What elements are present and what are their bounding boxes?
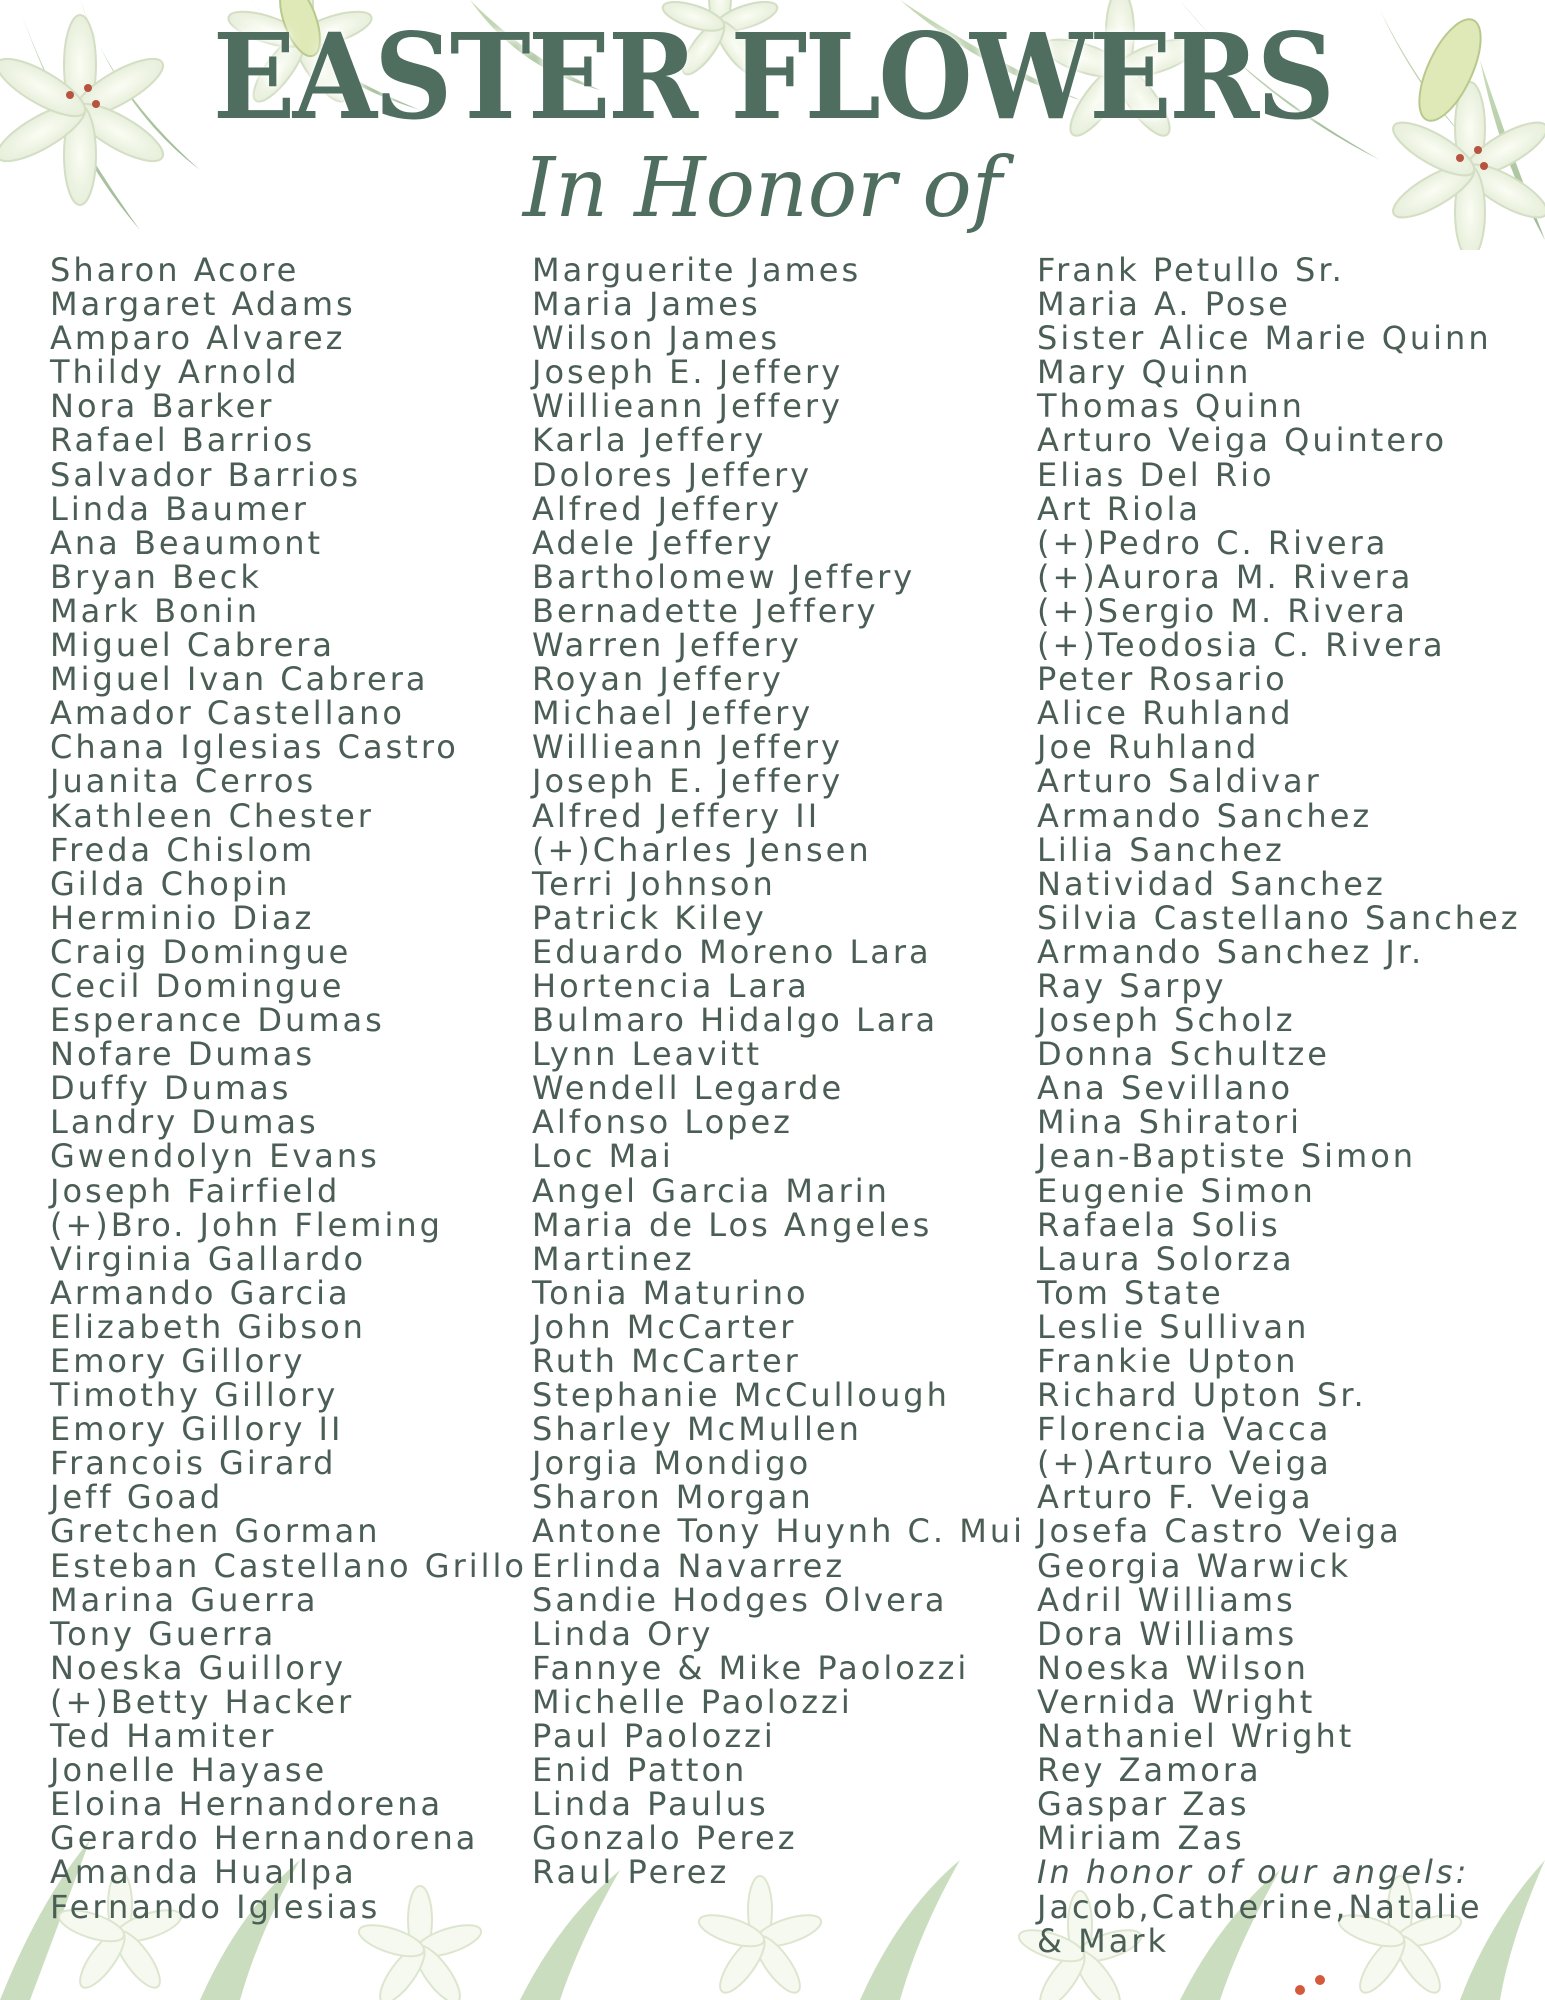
honoree-name: Art Riola xyxy=(1037,489,1201,528)
honoree-name: Frankie Upton xyxy=(1037,1342,1299,1380)
honoree-name: Rey Zamora xyxy=(1037,1751,1262,1790)
honoree-name: Willieann Jeffery xyxy=(532,387,843,426)
honoree-name: Florencia Vacca xyxy=(1037,1410,1332,1449)
honoree-name: Herminio Diaz xyxy=(50,898,315,937)
honoree-name: (+)Aurora M. Rivera xyxy=(1037,557,1414,596)
honoree-name: Hortencia Lara xyxy=(532,966,810,1005)
honoree-name: Jonelle Hayase xyxy=(50,1751,328,1790)
honoree-name: Ted Hamiter xyxy=(50,1717,277,1756)
honoree-name: Maria de Los Angeles xyxy=(532,1205,933,1244)
honoree-name: Juanita Cerros xyxy=(50,762,317,801)
honoree-name: Alfred Jeffery xyxy=(532,489,783,528)
honoree-name: (+)Pedro C. Rivera xyxy=(1037,523,1389,562)
honoree-name: Gretchen Gorman xyxy=(50,1512,381,1551)
honoree-name: Mina Shiratori xyxy=(1037,1103,1302,1142)
honoree-name: Leslie Sullivan xyxy=(1037,1307,1310,1346)
angels-names: Jacob,Catherine,Natalie xyxy=(1037,1887,1483,1926)
honoree-name: Ray Sarpy xyxy=(1037,966,1227,1005)
honoree-name: (+)Charles Jensen xyxy=(532,830,872,869)
honoree-name: Frank Petullo Sr. xyxy=(1037,251,1345,289)
honoree-name: Royan Jeffery xyxy=(532,660,784,699)
honoree-name: Freda Chislom xyxy=(50,830,316,869)
honoree-name: Antone Tony Huynh C. Mui xyxy=(532,1512,1025,1551)
honoree-name: Jorgia Mondigo xyxy=(532,1444,812,1483)
names-columns xyxy=(0,251,1545,1960)
honoree-name: Dora Williams xyxy=(1037,1614,1298,1653)
honoree-name: Bernadette Jeffery xyxy=(532,591,879,630)
honoree-name: Georgia Warwick xyxy=(1037,1546,1352,1585)
honoree-name: Amparo Alvarez xyxy=(50,319,346,358)
honoree-name: Bartholomew Jeffery xyxy=(532,557,916,596)
honoree-name: Sharon Acore xyxy=(50,251,300,289)
honoree-name: Esperance Dumas xyxy=(50,1001,385,1040)
honoree-name: Elizabeth Gibson xyxy=(50,1307,366,1346)
honoree-name: Elias Del Rio xyxy=(1037,455,1275,494)
honoree-name: Thildy Arnold xyxy=(50,353,300,392)
honoree-name: Karla Jeffery xyxy=(532,421,767,460)
honoree-name: Francois Girard xyxy=(50,1444,337,1483)
honoree-name: Laura Solorza xyxy=(1037,1239,1295,1278)
honoree-name: Noeska Guillory xyxy=(50,1648,347,1687)
honoree-name: Amador Castellano xyxy=(50,694,405,733)
honoree-name: Margaret Adams xyxy=(50,285,356,324)
honoree-name: Miriam Zas xyxy=(1037,1819,1245,1858)
honoree-name: Sharon Morgan xyxy=(532,1478,814,1517)
honoree-name: Nora Barker xyxy=(50,387,275,426)
honoree-name: Alice Ruhland xyxy=(1037,694,1294,733)
honoree-name: Rafaela Solis xyxy=(1037,1205,1281,1244)
page-header xyxy=(0,7,1545,236)
honoree-name: Joseph E. Jeffery xyxy=(532,762,844,801)
honoree-name: Wilson James xyxy=(532,319,780,358)
honoree-name: Silvia Castellano Sanchez xyxy=(1037,898,1521,937)
honoree-name: Landry Dumas xyxy=(50,1103,319,1142)
honoree-name: Lynn Leavitt xyxy=(532,1035,763,1074)
honoree-name: Sandie Hodges Olvera xyxy=(532,1580,948,1619)
honoree-name: Donna Schultze xyxy=(1037,1035,1330,1074)
honoree-name: Timothy Gillory xyxy=(50,1376,339,1415)
honoree-name: Eugenie Simon xyxy=(1037,1171,1316,1210)
honoree-name: Wendell Legarde xyxy=(532,1069,845,1108)
honoree-name: Michelle Paolozzi xyxy=(532,1682,853,1721)
names-column-2 xyxy=(532,253,1025,1890)
honoree-name: Joseph Scholz xyxy=(1037,1001,1296,1040)
honoree-name: Rafael Barrios xyxy=(50,421,316,460)
honoree-name: Maria James xyxy=(532,285,761,324)
honoree-name: Arturo Veiga Quintero xyxy=(1037,421,1448,460)
honoree-name: Eduardo Moreno Lara xyxy=(532,932,932,971)
honoree-name: Joe Ruhland xyxy=(1037,728,1260,767)
honoree-name: Armando Sanchez xyxy=(1037,796,1373,835)
honoree-name: (+)Teodosia C. Rivera xyxy=(1037,626,1446,665)
honoree-name: Marina Guerra xyxy=(50,1580,319,1619)
honoree-name: Emory Gillory xyxy=(50,1342,306,1380)
honoree-name: Natividad Sanchez xyxy=(1037,864,1386,903)
honoree-name: Fernando Iglesias xyxy=(50,1887,381,1926)
honoree-name: Tony Guerra xyxy=(50,1614,277,1653)
honoree-name: Erlinda Navarrez xyxy=(532,1546,846,1585)
honoree-name: Stephanie McCullough xyxy=(532,1376,950,1415)
honoree-name: (+)Sergio M. Rivera xyxy=(1037,591,1408,630)
honoree-name: Kathleen Chester xyxy=(50,796,374,835)
honoree-name: Chana Iglesias Castro xyxy=(50,728,459,767)
honoree-name: Salvador Barrios xyxy=(50,455,362,494)
honoree-name: (+)Arturo Veiga xyxy=(1037,1444,1332,1483)
honoree-name: Adril Williams xyxy=(1037,1580,1296,1619)
honoree-name: Jean-Baptiste Simon xyxy=(1037,1137,1417,1176)
honoree-name: (+)Betty Hacker xyxy=(50,1682,355,1721)
honoree-name: Arturo Saldivar xyxy=(1037,762,1322,801)
honoree-name: Ana Sevillano xyxy=(1037,1069,1294,1108)
honoree-name: John McCarter xyxy=(532,1307,797,1346)
honoree-name: Tonia Maturino xyxy=(532,1273,809,1312)
honoree-name: Paul Paolozzi xyxy=(532,1717,776,1756)
honoree-name: Peter Rosario xyxy=(1037,660,1288,699)
honoree-name: Joseph E. Jeffery xyxy=(532,353,844,392)
honoree-name: Martinez xyxy=(532,1239,695,1278)
honoree-name: Noeska Wilson xyxy=(1037,1648,1309,1687)
honoree-name: Arturo F. Veiga xyxy=(1037,1478,1314,1517)
honoree-name: Sister Alice Marie Quinn xyxy=(1037,319,1492,358)
honoree-name: Gilda Chopin xyxy=(50,864,291,903)
honoree-name: Alfonso Lopez xyxy=(532,1103,793,1142)
names-column-1 xyxy=(50,253,527,1924)
honoree-name: Sharley McMullen xyxy=(532,1410,862,1449)
angels-names: & Mark xyxy=(1037,1921,1170,1960)
honoree-name: Maria A. Pose xyxy=(1037,285,1291,324)
honoree-name: Patrick Kiley xyxy=(532,898,767,937)
page-subtitle: In Honor of xyxy=(522,141,1003,236)
honoree-name: Loc Mai xyxy=(532,1137,674,1176)
honoree-name: Lilia Sanchez xyxy=(1037,830,1285,869)
honoree-name: Esteban Castellano Grillo xyxy=(50,1546,527,1585)
honoree-name: Fannye & Mike Paolozzi xyxy=(532,1648,970,1687)
honoree-name: Marguerite James xyxy=(532,251,862,289)
honoree-name: Terri Johnson xyxy=(532,864,776,903)
honoree-name: Virginia Gallardo xyxy=(50,1239,367,1278)
honoree-name: Linda Ory xyxy=(532,1614,714,1653)
honoree-name: Emory Gillory II xyxy=(50,1410,344,1449)
honoree-name: Bryan Beck xyxy=(50,557,262,596)
honoree-name: Jeff Goad xyxy=(50,1478,224,1517)
honoree-name: Angel Garcia Marin xyxy=(532,1171,890,1210)
honoree-name: Cecil Domingue xyxy=(50,966,345,1005)
honoree-name: Mark Bonin xyxy=(50,591,261,630)
honoree-name: Raul Perez xyxy=(532,1853,730,1892)
honoree-name: Tom State xyxy=(1037,1273,1224,1312)
honoree-name: (+)Bro. John Fleming xyxy=(50,1205,443,1244)
honoree-name: Miguel Cabrera xyxy=(50,626,336,665)
honoree-name: Armando Garcia xyxy=(50,1273,351,1312)
honoree-name: Ana Beaumont xyxy=(50,523,324,562)
honoree-name: Ruth McCarter xyxy=(532,1342,801,1380)
honoree-name: Gerardo Hernandorena xyxy=(50,1819,479,1858)
honoree-name: Craig Domingue xyxy=(50,932,352,971)
honoree-name: Adele Jeffery xyxy=(532,523,775,562)
honoree-name: Josefa Castro Veiga xyxy=(1037,1512,1402,1551)
honoree-name: Miguel Ivan Cabrera xyxy=(50,660,429,699)
honoree-name: Enid Patton xyxy=(532,1751,748,1790)
honoree-name: Linda Baumer xyxy=(50,489,309,528)
honoree-name: Bulmaro Hidalgo Lara xyxy=(532,1001,939,1040)
honoree-name: Linda Paulus xyxy=(532,1785,769,1824)
honoree-name: Eloina Hernandorena xyxy=(50,1785,444,1824)
honoree-name: Mary Quinn xyxy=(1037,353,1252,392)
honoree-name: Warren Jeffery xyxy=(532,626,802,665)
honoree-name: Richard Upton Sr. xyxy=(1037,1376,1367,1415)
honoree-name: Alfred Jeffery II xyxy=(532,796,821,835)
honoree-name: Dolores Jeffery xyxy=(532,455,813,494)
honoree-name: Thomas Quinn xyxy=(1037,387,1305,426)
page-title: EASTER FLOWERS xyxy=(212,7,1333,146)
names-column-3 xyxy=(1037,253,1521,1958)
honoree-name: Armando Sanchez Jr. xyxy=(1037,932,1425,971)
honoree-name: Duffy Dumas xyxy=(50,1069,292,1108)
honoree-name: Nathaniel Wright xyxy=(1037,1717,1355,1756)
honoree-name: Nofare Dumas xyxy=(50,1035,316,1074)
honoree-name: Gwendolyn Evans xyxy=(50,1137,380,1176)
angels-note: In honor of our angels: xyxy=(1037,1853,1470,1892)
honoree-name: Michael Jeffery xyxy=(532,694,814,733)
honoree-name: Joseph Fairfield xyxy=(50,1171,341,1210)
honoree-name: Gonzalo Perez xyxy=(532,1819,798,1858)
honoree-name: Amanda Huallpa xyxy=(50,1853,357,1892)
honoree-name: Vernida Wright xyxy=(1037,1682,1316,1721)
honoree-name: Willieann Jeffery xyxy=(532,728,843,767)
honoree-name: Gaspar Zas xyxy=(1037,1785,1250,1824)
